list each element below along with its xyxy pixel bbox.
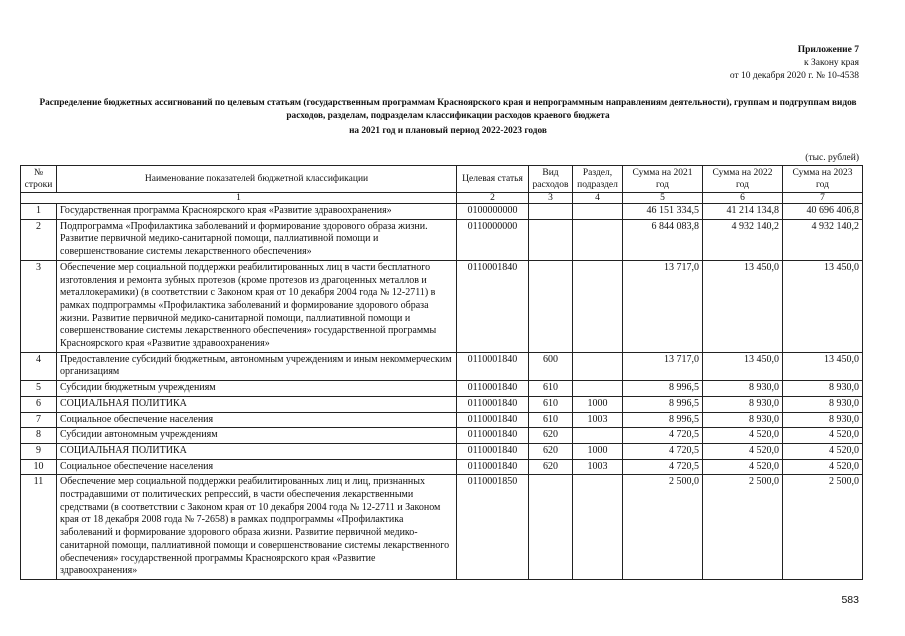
row-target-article: 0110001840 bbox=[457, 352, 529, 380]
row-number: 9 bbox=[21, 443, 57, 459]
row-target-article: 0110000000 bbox=[457, 219, 529, 260]
row-sum-2023: 4 520,0 bbox=[783, 443, 863, 459]
table-row bbox=[21, 412, 863, 428]
document-subtitle: на 2021 год и плановый период 2022-2023 годов bbox=[349, 126, 547, 136]
row-expense-kind: 610 bbox=[529, 381, 573, 397]
row-number: 1 bbox=[21, 204, 57, 220]
row-sum-2023: 8 930,0 bbox=[783, 412, 863, 428]
row-name: Социальное обеспечение населения bbox=[57, 459, 457, 475]
row-section bbox=[573, 260, 623, 352]
row-sum-2023: 13 450,0 bbox=[783, 260, 863, 352]
header-target-article: Целевая статья bbox=[457, 166, 529, 193]
row-name: Подпрограмма «Профилактика заболеваний и формирование здорового образа жизни. Развитие первичной медико-санитарной помощи, паллиативной помощи и совершенствование системы лекарственного обеспечения» bbox=[57, 219, 457, 260]
row-number: 2 bbox=[21, 219, 57, 260]
row-section bbox=[573, 428, 623, 444]
row-target-article: 0110001840 bbox=[457, 443, 529, 459]
row-target-article: 0110001840 bbox=[457, 428, 529, 444]
row-section bbox=[573, 352, 623, 380]
row-sum-2021: 4 720,5 bbox=[623, 428, 703, 444]
row-sum-2023: 13 450,0 bbox=[783, 352, 863, 380]
appendix-header bbox=[730, 44, 859, 83]
row-sum-2022: 2 500,0 bbox=[703, 475, 783, 580]
row-sum-2021: 13 717,0 bbox=[623, 260, 703, 352]
row-number: 3 bbox=[21, 260, 57, 352]
row-sum-2023: 4 520,0 bbox=[783, 459, 863, 475]
column-number: 1 bbox=[21, 193, 457, 204]
row-sum-2022: 8 930,0 bbox=[703, 412, 783, 428]
table-row bbox=[21, 475, 863, 580]
table-row bbox=[21, 260, 863, 352]
row-name: Государственная программа Красноярского края «Развитие здравоохранения» bbox=[57, 204, 457, 220]
row-sum-2022: 13 450,0 bbox=[703, 352, 783, 380]
row-number: 11 bbox=[21, 475, 57, 580]
row-sum-2021: 6 844 083,8 bbox=[623, 219, 703, 260]
row-target-article: 0110001840 bbox=[457, 260, 529, 352]
row-target-article: 0110001850 bbox=[457, 475, 529, 580]
row-number: 6 bbox=[21, 396, 57, 412]
row-section bbox=[573, 204, 623, 220]
row-sum-2022: 4 520,0 bbox=[703, 443, 783, 459]
row-target-article: 0110001840 bbox=[457, 396, 529, 412]
row-section bbox=[573, 475, 623, 580]
header-row-number: № строки bbox=[21, 166, 57, 193]
table-row bbox=[21, 204, 863, 220]
table-row bbox=[21, 459, 863, 475]
row-sum-2021: 46 151 334,5 bbox=[623, 204, 703, 220]
row-sum-2023: 4 932 140,2 bbox=[783, 219, 863, 260]
row-sum-2022: 8 930,0 bbox=[703, 396, 783, 412]
row-target-article: 0110001840 bbox=[457, 459, 529, 475]
row-sum-2023: 8 930,0 bbox=[783, 396, 863, 412]
row-sum-2022: 41 214 134,8 bbox=[703, 204, 783, 220]
row-expense-kind bbox=[529, 260, 573, 352]
row-expense-kind: 610 bbox=[529, 396, 573, 412]
row-name: СОЦИАЛЬНАЯ ПОЛИТИКА bbox=[57, 396, 457, 412]
table-header-row bbox=[21, 166, 863, 193]
row-target-article: 0110001840 bbox=[457, 381, 529, 397]
row-sum-2022: 4 932 140,2 bbox=[703, 219, 783, 260]
header-section: Раздел, подраздел bbox=[573, 166, 623, 193]
row-sum-2021: 8 996,5 bbox=[623, 396, 703, 412]
row-section: 1003 bbox=[573, 412, 623, 428]
row-name: Социальное обеспечение населения bbox=[57, 412, 457, 428]
row-sum-2023: 2 500,0 bbox=[783, 475, 863, 580]
row-name: Предоставление субсидий бюджетным, автономным учреждениям и иным некоммерческим организациям bbox=[57, 352, 457, 380]
header-name: Наименование показателей бюджетной классификации bbox=[57, 166, 457, 193]
row-expense-kind: 620 bbox=[529, 459, 573, 475]
page-number: 583 bbox=[841, 594, 859, 606]
row-name: Обеспечение мер социальной поддержки реабилитированных лиц и лиц, признанных пострадавшими от политических репрессий, в части обеспечения лекарственными средствами (в соответствии с Законом края от 10 декабря 2004 года № 12-2711 и Законом края от 18 декабря 2008 года № 7-2658) в рамках подпрограммы «Профилактика заболеваний и формирование здорового образа жизни. Развитие первичной медико-санитарной помощи, паллиативной помощи и совершенствование системы лекарственного обеспечения» государственной программы Красноярского края «Развитие здравоохранения» bbox=[57, 475, 457, 580]
table-row bbox=[21, 396, 863, 412]
row-sum-2021: 8 996,5 bbox=[623, 412, 703, 428]
table-row bbox=[21, 443, 863, 459]
row-name: Субсидии автономным учреждениям bbox=[57, 428, 457, 444]
row-target-article: 0100000000 bbox=[457, 204, 529, 220]
column-number: 2 bbox=[457, 193, 529, 204]
row-expense-kind: 610 bbox=[529, 412, 573, 428]
row-sum-2023: 8 930,0 bbox=[783, 381, 863, 397]
row-section: 1003 bbox=[573, 459, 623, 475]
row-expense-kind bbox=[529, 475, 573, 580]
row-sum-2022: 4 520,0 bbox=[703, 428, 783, 444]
row-section: 1000 bbox=[573, 443, 623, 459]
row-number: 5 bbox=[21, 381, 57, 397]
table-row bbox=[21, 381, 863, 397]
row-expense-kind bbox=[529, 219, 573, 260]
row-name: Обеспечение мер социальной поддержки реабилитированных лиц в части бесплатного изготовления и ремонта зубных протезов (кроме протезов из драгоценных металлов и металлокерамики) (в соответствии с Законом края от 10 декабря 2004 года № 12-2711) в рамках подпрограммы «Профилактика заболеваний и формирование здорового образа жизни. Развитие первичной медико-санитарной помощи, паллиативной помощи и совершенствование системы лекарственного обеспечения» государственной программы Красноярского края «Развитие здравоохранения» bbox=[57, 260, 457, 352]
column-numbers-row bbox=[21, 193, 863, 204]
row-expense-kind: 620 bbox=[529, 443, 573, 459]
row-sum-2021: 8 996,5 bbox=[623, 381, 703, 397]
table-row bbox=[21, 352, 863, 380]
budget-table bbox=[20, 165, 863, 580]
row-section: 1000 bbox=[573, 396, 623, 412]
row-sum-2022: 4 520,0 bbox=[703, 459, 783, 475]
row-expense-kind: 620 bbox=[529, 428, 573, 444]
appendix-law: к Закону края bbox=[803, 58, 859, 68]
row-number: 8 bbox=[21, 428, 57, 444]
appendix-title: Приложение 7 bbox=[797, 45, 859, 55]
row-sum-2023: 4 520,0 bbox=[783, 428, 863, 444]
row-sum-2023: 40 696 406,8 bbox=[783, 204, 863, 220]
row-sum-2021: 2 500,0 bbox=[623, 475, 703, 580]
row-number: 7 bbox=[21, 412, 57, 428]
header-sum-2023: Сумма на 2023 год bbox=[783, 166, 863, 193]
row-expense-kind bbox=[529, 204, 573, 220]
row-section bbox=[573, 381, 623, 397]
table-row bbox=[21, 219, 863, 260]
row-sum-2021: 4 720,5 bbox=[623, 443, 703, 459]
row-name: Субсидии бюджетным учреждениям bbox=[57, 381, 457, 397]
column-number: 4 bbox=[573, 193, 623, 204]
row-name: СОЦИАЛЬНАЯ ПОЛИТИКА bbox=[57, 443, 457, 459]
document-title: Распределение бюджетных ассигнований по целевым статьям (государственным программам Красноярского края и непрограммным направлениям деятельности), группам и подгруппам видов расходов, разделам, подразделам классификации расходов краевого бюджета bbox=[39, 98, 857, 121]
row-section bbox=[573, 219, 623, 260]
row-sum-2021: 13 717,0 bbox=[623, 352, 703, 380]
row-sum-2022: 8 930,0 bbox=[703, 381, 783, 397]
header-sum-2021: Сумма на 2021 год bbox=[623, 166, 703, 193]
header-sum-2022: Сумма на 2022 год bbox=[703, 166, 783, 193]
appendix-date: от 10 декабря 2020 г. № 10-4538 bbox=[729, 71, 859, 81]
column-number: 5 bbox=[623, 193, 703, 204]
row-number: 4 bbox=[21, 352, 57, 380]
units-label: (тыс. рублей) bbox=[805, 153, 859, 163]
column-number: 6 bbox=[703, 193, 783, 204]
header-expense-kind: Вид расходов bbox=[529, 166, 573, 193]
row-expense-kind: 600 bbox=[529, 352, 573, 380]
row-target-article: 0110001840 bbox=[457, 412, 529, 428]
column-number: 3 bbox=[529, 193, 573, 204]
row-sum-2022: 13 450,0 bbox=[703, 260, 783, 352]
column-number: 7 bbox=[783, 193, 863, 204]
row-sum-2021: 4 720,5 bbox=[623, 459, 703, 475]
row-number: 10 bbox=[21, 459, 57, 475]
table-row bbox=[21, 428, 863, 444]
